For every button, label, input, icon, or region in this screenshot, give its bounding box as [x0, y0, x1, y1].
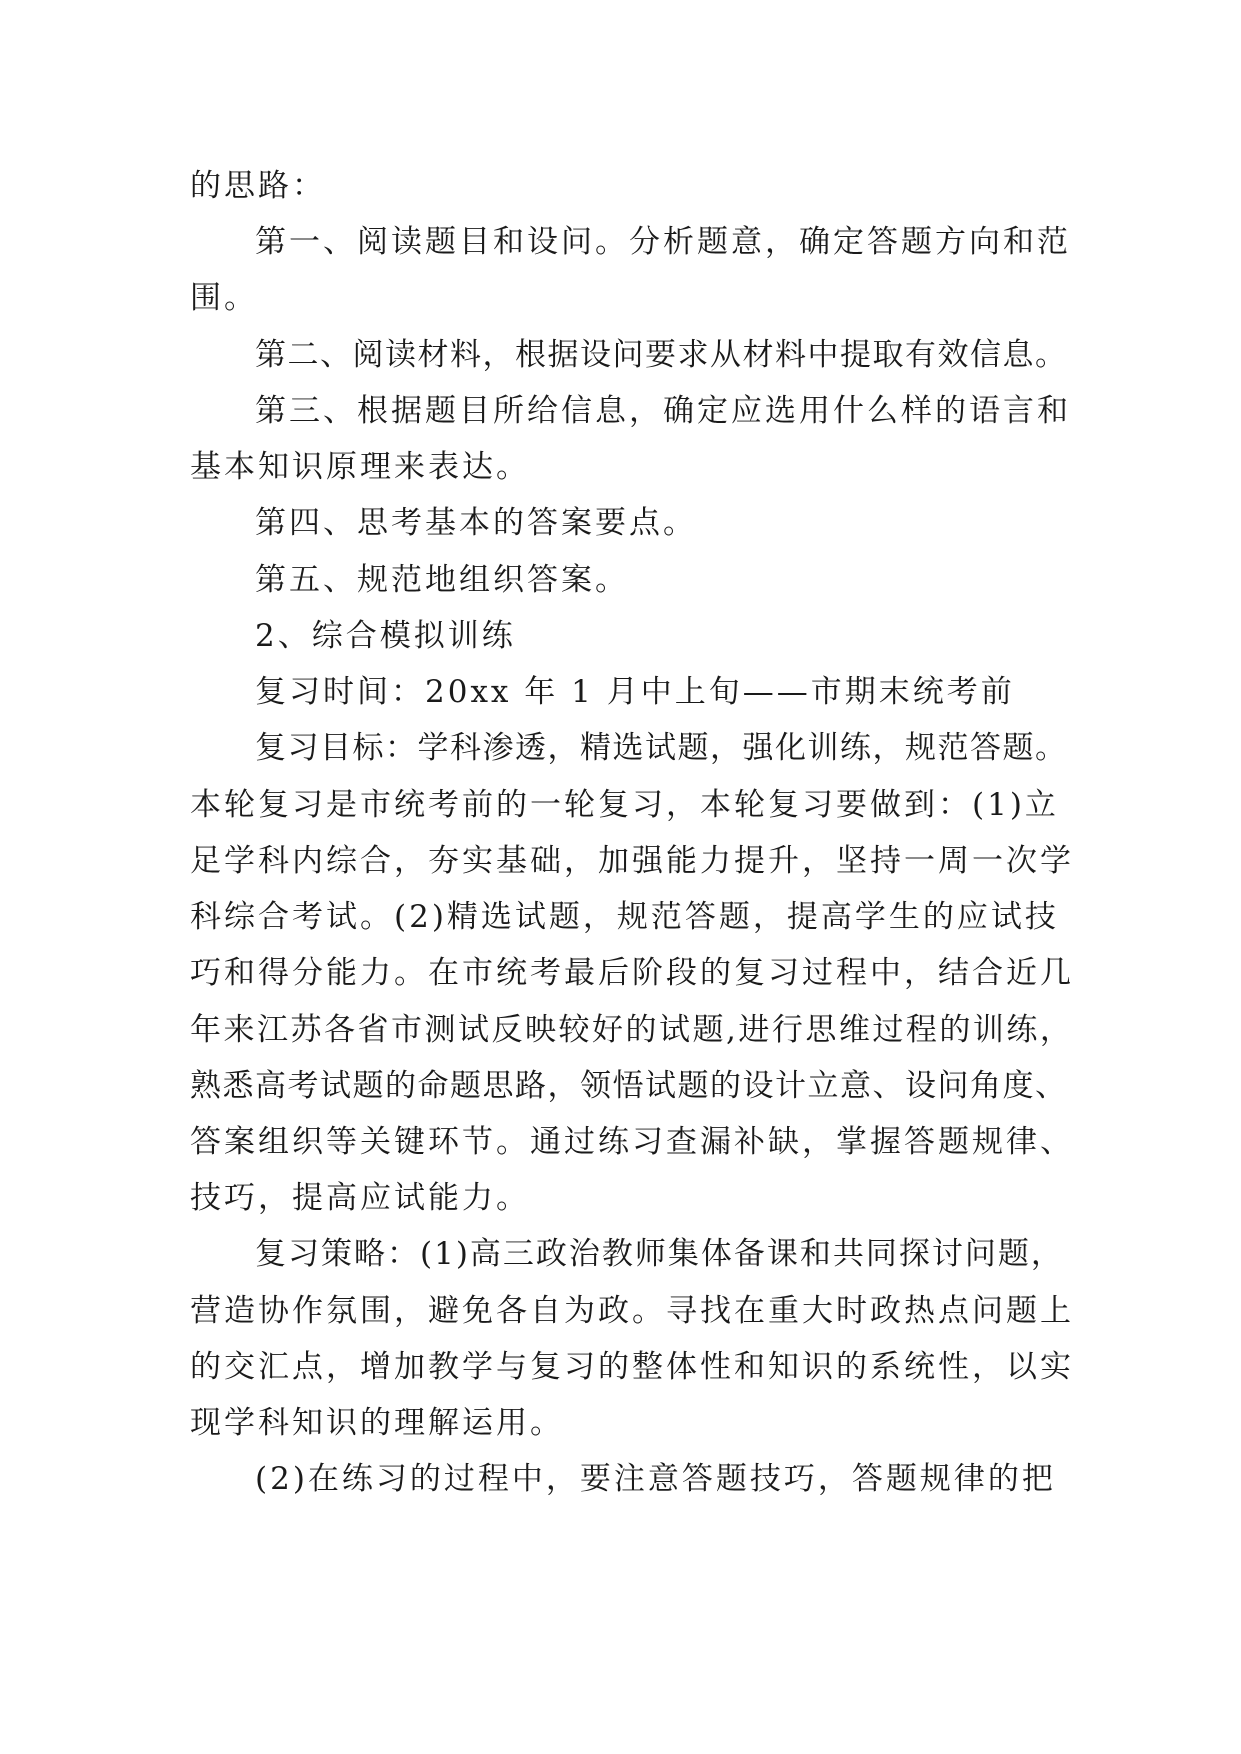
text-line: 复习策略：(1)高三政治教师集体备课和共同探讨问题，	[255, 1236, 1064, 1272]
text-line: 第五、规范地组织答案。	[255, 562, 629, 598]
text-line: 复习时间：20xx 年 1 月中上旬——市期末统考前	[255, 674, 1015, 710]
section-heading: 2、综合模拟训练	[255, 618, 516, 654]
text-line: 年来江苏各省市测试反映较好的试题,进行思维过程的训练，	[190, 1012, 1074, 1048]
text-line: 技巧，提高应试能力。	[190, 1180, 530, 1216]
text-line: 巧和得分能力。在市统考最后阶段的复习过程中，结合近几	[190, 955, 1074, 991]
text-line: 复习目标：学科渗透，精选试题，强化训练，规范答题。	[255, 730, 1068, 766]
text-line: 的思路：	[190, 168, 326, 204]
text-line: 第二、阅读材料，根据设问要求从材料中提取有效信息。	[255, 337, 1068, 373]
text-line: 围。	[190, 280, 258, 316]
text-line: 的交汇点，增加教学与复习的整体性和知识的系统性，以实	[190, 1349, 1074, 1385]
text-line: 营造协作氛围，避免各自为政。寻找在重大时政热点问题上	[190, 1293, 1074, 1329]
text-line: 第一、阅读题目和设问。分析题意，确定答题方向和范	[255, 224, 1071, 260]
text-line: 答案组织等关键环节。通过练习查漏补缺，掌握答题规律、	[190, 1124, 1074, 1160]
text-line: 科综合考试。(2)精选试题，规范答题，提高学生的应试技	[190, 899, 1059, 935]
text-line: 基本知识原理来表达。	[190, 449, 530, 485]
text-line: 本轮复习是市统考前的一轮复习，本轮复习要做到：(1)立	[190, 787, 1059, 823]
text-line: (2)在练习的过程中，要注意答题技巧，答题规律的把	[255, 1461, 1056, 1497]
text-line: 第四、思考基本的答案要点。	[255, 505, 697, 541]
text-line: 第三、根据题目所给信息，确定应选用什么样的语言和	[255, 393, 1071, 429]
text-line: 熟悉高考试题的命题思路，领悟试题的设计立意、设问角度、	[190, 1068, 1068, 1104]
text-line: 足学科内综合，夯实基础，加强能力提升，坚持一周一次学	[190, 843, 1074, 879]
text-line: 现学科知识的理解运用。	[190, 1405, 564, 1441]
